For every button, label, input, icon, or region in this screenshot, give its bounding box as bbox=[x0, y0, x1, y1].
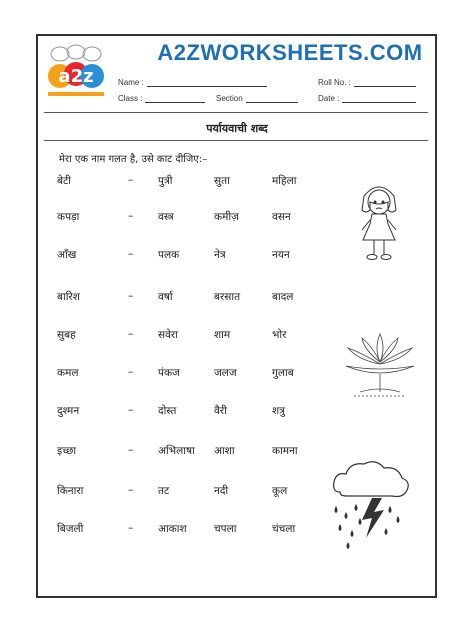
option-2[interactable]: सुता bbox=[214, 175, 230, 187]
dash: – bbox=[128, 484, 134, 496]
word: इच्छा bbox=[57, 445, 77, 457]
lotus-picture bbox=[340, 326, 420, 402]
word: कमल bbox=[57, 367, 79, 379]
word: बेटी bbox=[57, 175, 72, 187]
header-divider bbox=[44, 112, 428, 113]
instruction: मेरा एक नाम गलत है, उसे काट दीजिए:– bbox=[59, 154, 208, 165]
title-divider bbox=[44, 140, 428, 141]
option-3[interactable]: शत्रु bbox=[272, 405, 285, 417]
word-row bbox=[0, 444, 330, 460]
word-row bbox=[0, 328, 330, 344]
section-field[interactable] bbox=[216, 94, 298, 103]
word: दुश्मन bbox=[57, 405, 80, 417]
option-1[interactable]: तट bbox=[158, 485, 170, 497]
option-3[interactable]: महिला bbox=[272, 175, 297, 187]
dash: – bbox=[128, 444, 134, 456]
option-1[interactable]: दोस्त bbox=[158, 405, 177, 417]
option-2[interactable]: बरसात bbox=[214, 291, 241, 303]
roll-label: Roll No. : bbox=[318, 78, 351, 87]
class-field[interactable] bbox=[118, 94, 205, 103]
class-label: Class : bbox=[118, 94, 143, 103]
dash: – bbox=[128, 404, 134, 416]
date-label: Date : bbox=[318, 94, 340, 103]
dash: – bbox=[128, 210, 134, 222]
option-2[interactable]: शाम bbox=[214, 329, 231, 341]
name-label: Name : bbox=[118, 78, 144, 87]
section-label: Section bbox=[216, 94, 243, 103]
dash: – bbox=[128, 174, 134, 186]
word-row bbox=[0, 404, 330, 420]
word: बिजली bbox=[57, 523, 84, 535]
a2z-logo bbox=[44, 44, 108, 100]
word-row bbox=[0, 366, 330, 382]
option-3[interactable]: कूल bbox=[272, 485, 288, 497]
dash: – bbox=[128, 248, 134, 260]
worksheet-title: पर्यायवाची शब्द bbox=[206, 122, 268, 135]
option-1[interactable]: सवेरा bbox=[158, 329, 178, 341]
dash: – bbox=[128, 522, 134, 534]
option-2[interactable]: कमीज़ bbox=[214, 211, 239, 223]
option-3[interactable]: भोर bbox=[272, 329, 287, 341]
rain-cloud-picture bbox=[326, 458, 414, 554]
option-3[interactable]: नयन bbox=[272, 249, 290, 261]
word: आँख bbox=[57, 249, 77, 261]
dash: – bbox=[128, 366, 134, 378]
dash: – bbox=[128, 290, 134, 302]
option-3[interactable]: कामना bbox=[272, 445, 298, 457]
option-2[interactable]: जलज bbox=[214, 367, 237, 379]
word-row bbox=[0, 210, 330, 226]
name-field[interactable] bbox=[118, 78, 267, 87]
word-row bbox=[0, 522, 330, 538]
word: बारिश bbox=[57, 291, 80, 303]
option-2[interactable]: नेत्र bbox=[214, 249, 226, 261]
option-1[interactable]: पुत्री bbox=[158, 175, 173, 187]
option-3[interactable]: गुलाब bbox=[272, 367, 294, 379]
word-row bbox=[0, 174, 330, 190]
option-1[interactable]: वस्त्र bbox=[158, 211, 174, 223]
dash: – bbox=[128, 328, 134, 340]
word: सुबह bbox=[57, 329, 76, 341]
option-2[interactable]: नदी bbox=[214, 485, 229, 497]
word: किनारा bbox=[57, 485, 84, 497]
option-2[interactable]: चपला bbox=[214, 523, 237, 535]
option-3[interactable]: चंचला bbox=[272, 523, 296, 535]
word: कपड़ा bbox=[57, 211, 80, 223]
option-2[interactable]: आशा bbox=[214, 445, 235, 457]
option-3[interactable]: बादल bbox=[272, 291, 294, 303]
word-row bbox=[0, 248, 330, 264]
word-row bbox=[0, 290, 330, 306]
date-field[interactable] bbox=[318, 94, 416, 103]
roll-field[interactable] bbox=[318, 78, 416, 87]
option-1[interactable]: अभिलाषा bbox=[158, 445, 195, 457]
word-row bbox=[0, 484, 330, 500]
option-2[interactable]: वैरी bbox=[214, 405, 227, 417]
logo-text: a2z bbox=[58, 66, 94, 87]
option-1[interactable]: पलक bbox=[158, 249, 180, 261]
option-1[interactable]: पंकज bbox=[158, 367, 180, 379]
option-3[interactable]: वसन bbox=[272, 211, 291, 223]
site-title: A2ZWORKSHEETS.COM bbox=[157, 40, 423, 65]
option-1[interactable]: आकाश bbox=[158, 523, 187, 535]
option-1[interactable]: वर्षा bbox=[158, 291, 173, 303]
girl-picture bbox=[348, 180, 410, 266]
